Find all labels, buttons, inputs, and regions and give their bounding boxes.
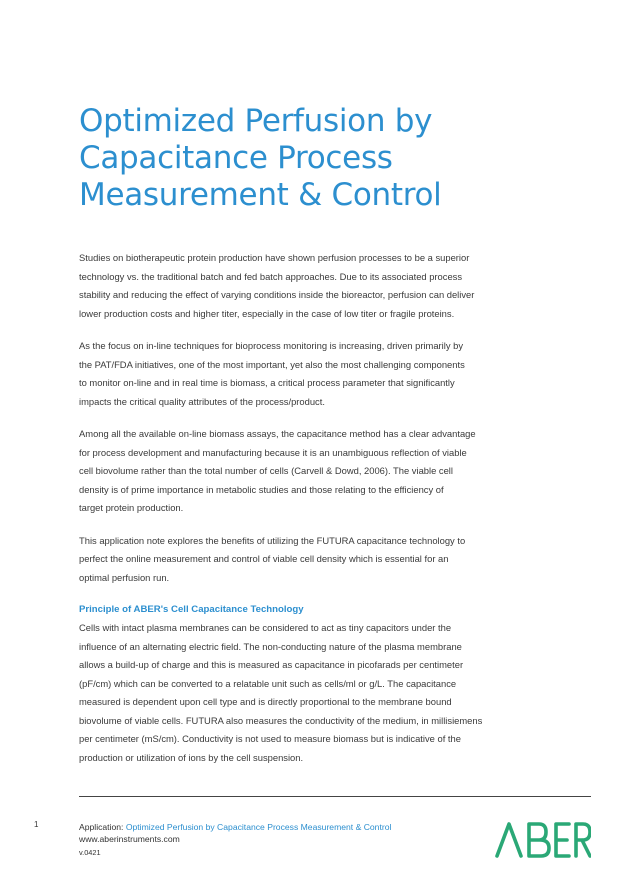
text-line: impacts the critical quality attributes of the process/product. (79, 395, 325, 407)
paragraph-application-note (79, 532, 534, 588)
text-line: Among all the available on-line biomass assays, the capacitance method has a clear advantage (79, 428, 476, 439)
title-line: Capacitance Process (79, 140, 393, 176)
website-link[interactable]: www.aberinstruments.com (79, 834, 180, 844)
text-line: to monitor on-line and in real time is biomass, a critical process parameter that significantly (79, 377, 455, 388)
text-line: lower production costs and higher titer, especially in the case of low titer or fragile proteins. (79, 307, 455, 319)
footer-divider (79, 796, 591, 797)
text-line: technology vs. the traditional batch and fed batch approaches. Due to its associated process (79, 270, 463, 282)
paragraph-intro (79, 249, 534, 323)
text-line: allows a build-up of charge and this is measured as capacitance in picofarads per centimeter (79, 659, 464, 670)
footer-application (79, 821, 391, 833)
text-line: stability and reducing the effect of varying conditions inside the bioreactor, perfusion can deliver (79, 289, 475, 300)
text-line: Studies on biotherapeutic protein production have shown perfusion processes to be a superior (79, 252, 470, 263)
title-line: Measurement & Control (79, 177, 442, 213)
text-line: the PAT/FDA initiatives, one of the most important, yet also the most challenging components (79, 358, 465, 370)
paragraph-biomass-assays (79, 425, 534, 518)
text-line: This application note explores the benefits of utilizing the FUTURA capacitance technology to (79, 534, 466, 546)
aber-logo (493, 818, 591, 860)
text-line: target protein production. (79, 502, 184, 513)
text-line: density is of prime importance in metabolic studies and those relating to the efficiency of (79, 483, 444, 495)
text-line: influence of an alternating electric field. The non-conducting nature of the plasma membrane (79, 640, 462, 652)
text-line: measured is dependent upon cell type and is directly proportional to the membrane bound (79, 696, 452, 707)
paragraph-principle (79, 619, 534, 767)
text-line: biovolume of viable cells. FUTURA also measures the conductivity of the medium, in millisiemens (79, 714, 483, 726)
text-line: for process development and manufacturing because it is an unambiguous reflection of viable (79, 446, 467, 458)
text-line: As the focus on in-line techniques for bioprocess monitoring is increasing, driven primarily by (79, 340, 464, 351)
text-line: (pF/cm) which can be converted to a relatable unit such as cells/ml or g/L. The capacitance (79, 677, 457, 689)
text-line: optimal perfusion run. (79, 571, 170, 583)
body-text (79, 249, 534, 781)
title-line: Optimized Perfusion by (79, 103, 433, 139)
text-line: per centimeter (mS/cm). Conductivity is not used to measure biomass but is indicative of the (79, 733, 461, 744)
text-line: production or utilization of ions by the cell suspension. (79, 751, 304, 763)
application-title: Optimized Perfusion by Capacitance Process Measurement & Control (125, 822, 392, 832)
footer (79, 821, 391, 859)
page-title (79, 103, 549, 214)
paragraph-inline-techniques (79, 337, 534, 411)
text-line: Cells with intact plasma membranes can be considered to act as tiny capacitors under the (79, 622, 452, 633)
text-line: cell biovolume rather than the total number of cells (Carvell & Dowd, 2006). The viable cell (79, 465, 453, 476)
section-heading: Principle of ABER's Cell Capacitance Technology (79, 604, 304, 615)
version-label: v.0421 (79, 848, 101, 857)
text-line: perfect the online measurement and control of viable cell density which is essential for an (79, 553, 449, 564)
application-label: Application: (79, 822, 124, 832)
page-number: 1 (34, 820, 39, 829)
